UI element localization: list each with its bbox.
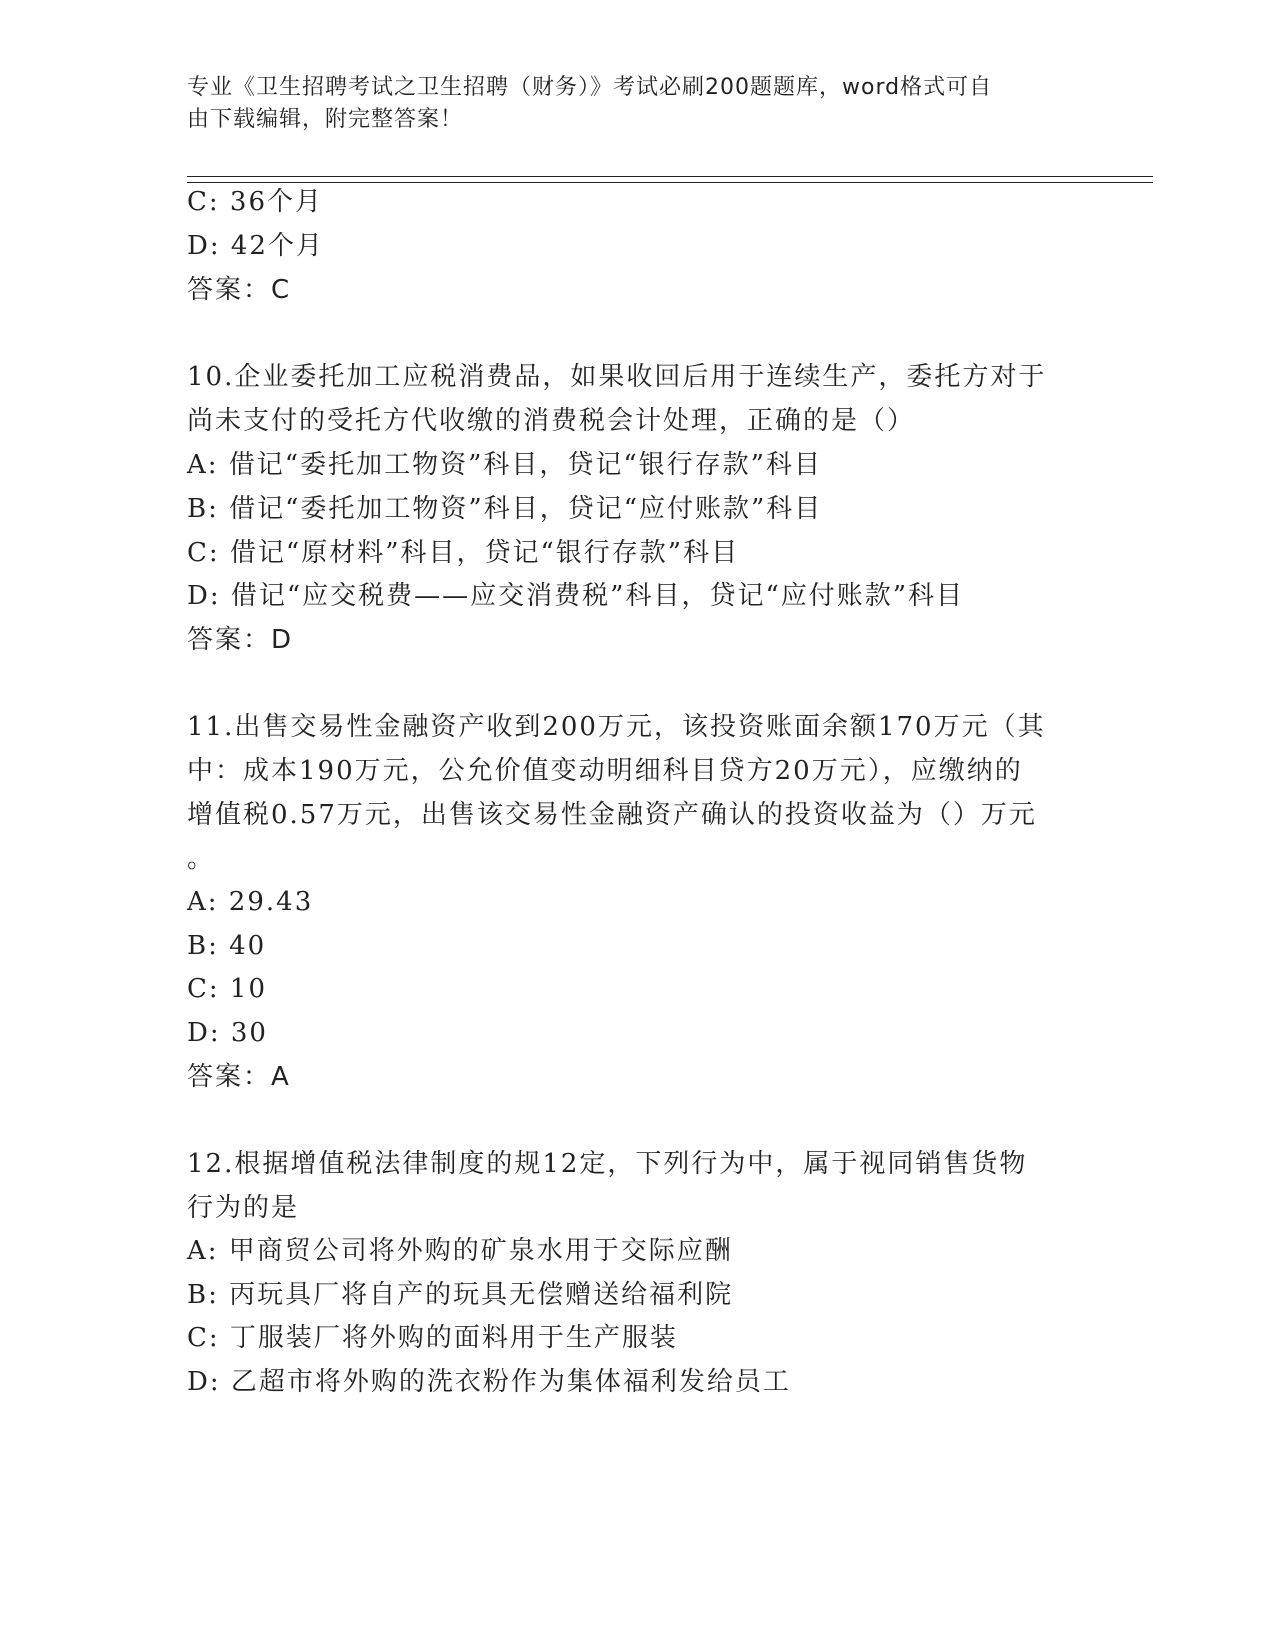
q10-answer: 答案：D [187, 625, 294, 655]
q11-option-a: A: 29.43 [187, 887, 314, 917]
q11-option-d: D: 30 [187, 1018, 268, 1048]
q11-stem-line-3: 增值税0.57万元，出售该交易性金融资产确认的投资收益为（）万元 [187, 800, 1037, 830]
q9-answer: 答案：C [187, 275, 292, 305]
q12-stem-line-2: 行为的是 [187, 1193, 300, 1223]
q11-stem-line-2: 中：成本190万元，公允价值变动明细科目贷方20万元），应缴纳的 [187, 756, 1023, 786]
q10-option-d: D: 借记“应交税费——应交消费税”科目，贷记“应付账款”科目 [187, 581, 965, 611]
header-divider-bottom [187, 182, 1153, 183]
q11-stem-line-1: 11.出售交易性金融资产收到200万元，该投资账面余额170万元（其 [187, 712, 1046, 742]
header-line-1: 专业《卫生招聘考试之卫生招聘（财务）》考试必刷200题题库，word格式可自 [187, 75, 993, 100]
q12-option-a: A: 甲商贸公司将外购的矿泉水用于交际应酬 [187, 1236, 733, 1266]
q10-stem-line-2: 尚未支付的受托方代收缴的消费税会计处理，正确的是（） [187, 406, 916, 436]
q10-stem-line-1: 10.企业委托加工应税消费品，如果收回后用于连续生产，委托方对于 [187, 362, 1047, 392]
q12-option-d: D: 乙超市将外购的洗衣粉作为集体福利发给员工 [187, 1367, 791, 1397]
q12-option-c: C: 丁服装厂将外购的面料用于生产服装 [187, 1323, 678, 1353]
header-divider-top [187, 176, 1153, 177]
q11-option-b: B: 40 [187, 931, 267, 961]
q12-option-b: B: 丙玩具厂将自产的玩具无偿赠送给福利院 [187, 1280, 734, 1310]
document-header [187, 72, 1067, 136]
q10-option-a: A: 借记“委托加工物资”科目，贷记“银行存款”科目 [187, 450, 822, 480]
q9-option-c: C: 36个月 [187, 187, 324, 217]
header-line-2: 由下载编辑，附完整答案！ [187, 107, 464, 132]
q11-stem-line-4: 。 [187, 844, 216, 874]
q9-option-d: D: 42个月 [187, 231, 324, 261]
q12-stem-line-1: 12.根据增值税法律制度的规12定，下列行为中，属于视同销售货物 [187, 1149, 1028, 1179]
q11-answer: 答案：A [187, 1062, 291, 1092]
q11-option-c: C: 10 [187, 974, 268, 1004]
q10-option-b: B: 借记“委托加工物资”科目，贷记“应付账款”科目 [187, 494, 823, 524]
q10-option-c: C: 借记“原材料”科目，贷记“银行存款”科目 [187, 538, 740, 568]
